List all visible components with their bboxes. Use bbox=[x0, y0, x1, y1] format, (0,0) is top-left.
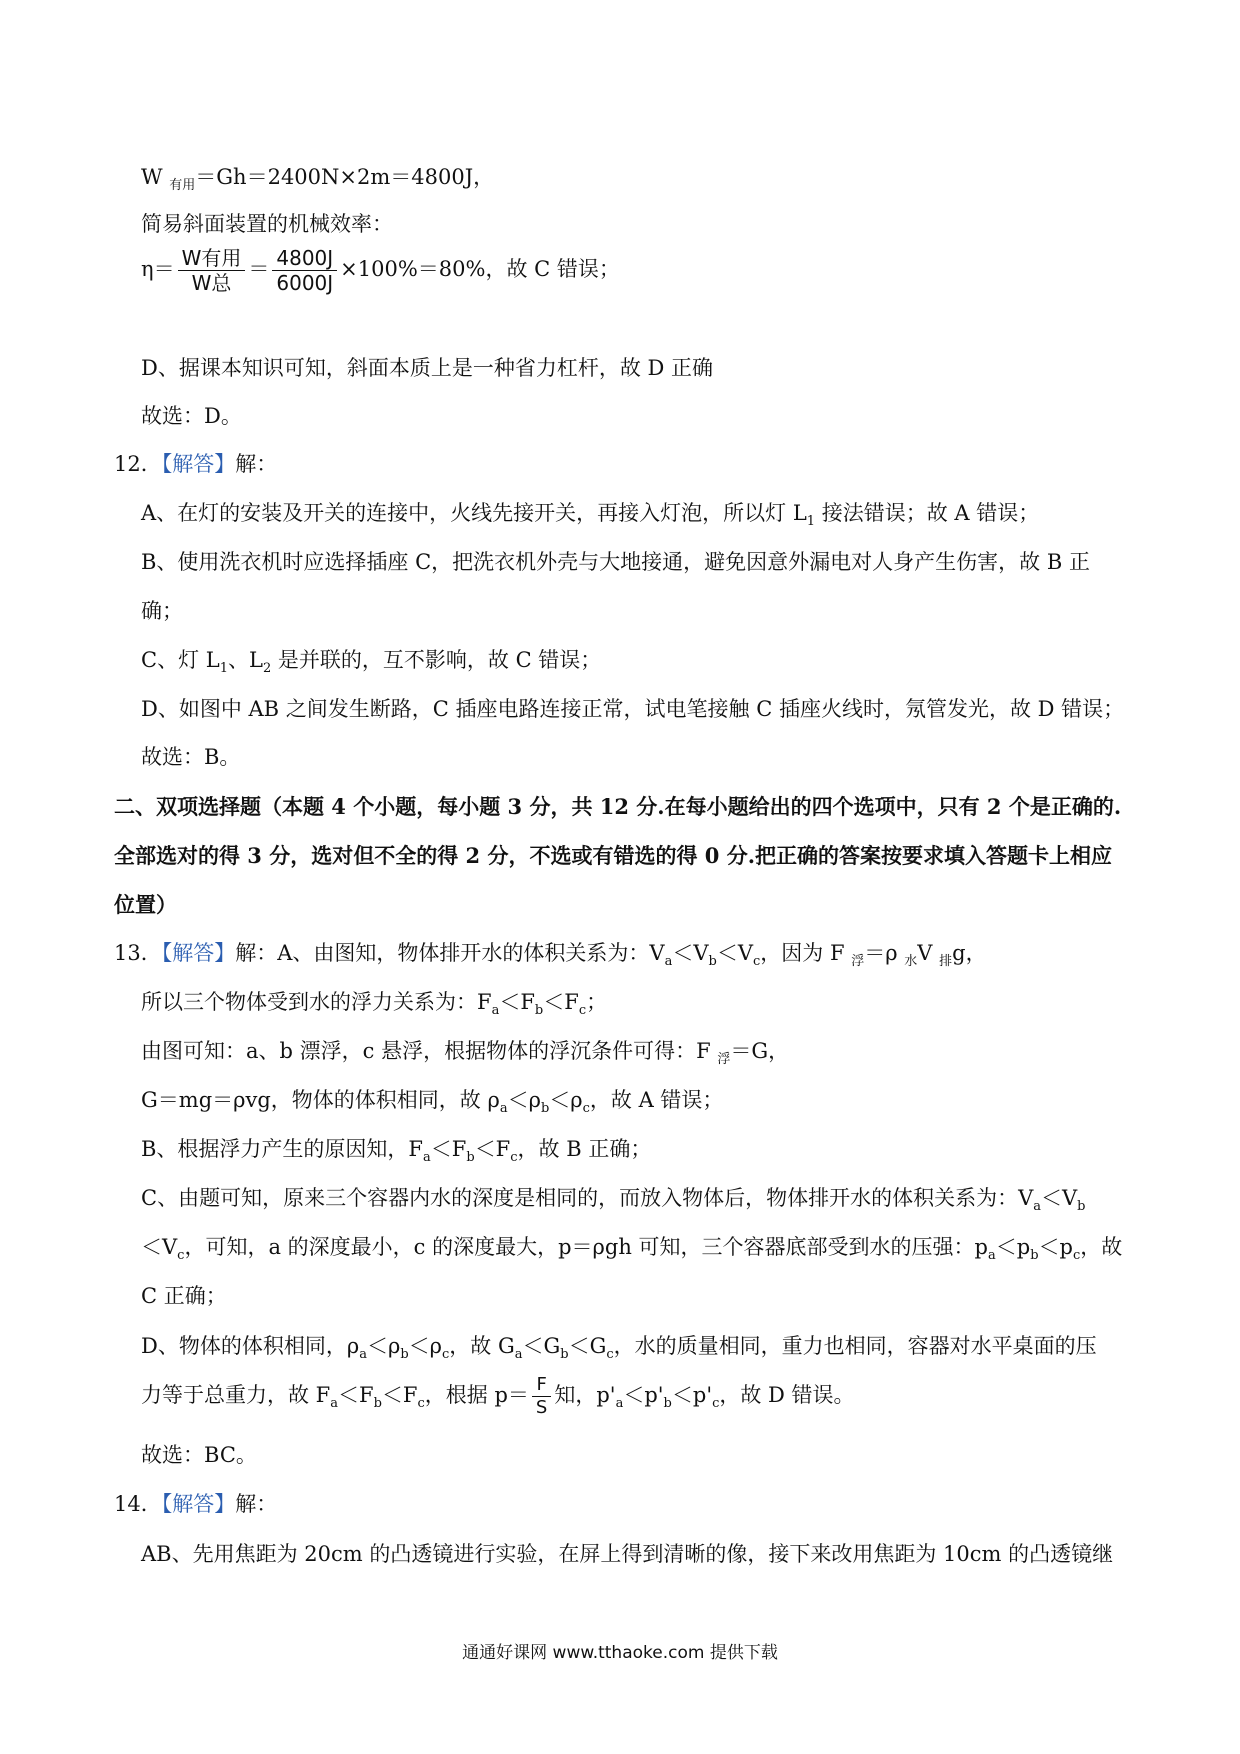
q13-answer: 故选：BC。 bbox=[141, 1443, 257, 1467]
q12-option-a: A、在灯的安装及开关的连接中，火线先接开关，再接入灯泡，所以灯 $L_1$ 接法错误；故 A 错误； bbox=[141, 501, 1040, 530]
q11-useful-work: W $_{有用}$＝Gh＝2400N×2m＝4800J， bbox=[141, 165, 495, 194]
q13-line10: 力等于总重力，故 $F_a<F_b<F_c$，根据 p＝ $\frac{F}{S}$ 知，$p'_a<p'_b<p'_c$，故 D 错误。 bbox=[141, 1374, 855, 1418]
q12-option-c: C、灯 $L_1$、$L_2$ 是并联的，互不影响，故 C 错误； bbox=[141, 648, 602, 677]
q13-line9: D、物体的体积相同，$\rho_a<\rho_b<\rho_c$，故 $G_a<G_b<G_c$，水的质量相同，重力也相同，容器对水平桌面的压 bbox=[141, 1334, 1097, 1363]
q11-efficiency-formula: η＝ $\frac{\text{W有用}}{\text{W总}}$ ＝ $\frac{4800J}{6000J}$ ×100%＝80%，故 C 错误； bbox=[141, 246, 620, 295]
q12-option-b-line1: B、使用洗衣机时应选择插座 C，把洗衣机外壳与大地接通，避免因意外漏电对人身产生伤害，故 B 正 bbox=[141, 550, 1090, 574]
q13-line2: 所以三个物体受到水的浮力关系为：$F_a<F_b<F_c$； bbox=[141, 990, 608, 1019]
fraction-f-over-s: $\frac{F}{S}$ bbox=[532, 1376, 551, 1417]
q13-line7: $<V_c$，可知，a 的深度最小，c 的深度最大，p＝ρgh 可知，三个容器底部受到水的压强：$p_a<p_b<p_c$，故 bbox=[141, 1235, 1123, 1264]
q14-option-ab: AB、先用焦距为 20cm 的凸透镜进行实验，在屏上得到清晰的像，接下来改用焦距为 10cm 的凸透镜继 bbox=[141, 1542, 1114, 1566]
section2-heading-line3: 位置） bbox=[114, 892, 177, 917]
q12-answer: 故选：B。 bbox=[141, 745, 241, 769]
section2-heading-line2: 全部选对的得 3 分，选对但不全的得 2 分，不选或有错选的得 0 分.把正确的答案按要求填入答题卡上相应 bbox=[114, 843, 1113, 868]
q14-heading: 14．【解答】解： bbox=[114, 1492, 278, 1516]
q13-line4: G＝mg＝ρvg，物体的体积相同，故 $\rho_a<\rho_b<\rho_c$，故 A 错误； bbox=[141, 1088, 724, 1117]
q13-line1: 13．【解答】解：A、由图知，物体排开水的体积关系为：$V_a<V_b<V_c$，因为 F $_浮$＝ρ $_水$V $_排$g， bbox=[114, 941, 987, 970]
q13-line6: C、由题可知，原来三个容器内水的深度是相同的，而放入物体后，物体排开水的体积关系为：$V_a<V_b$ bbox=[141, 1186, 1086, 1215]
q13-line8: C 正确； bbox=[141, 1284, 227, 1308]
q12-option-d: D、如图中 AB 之间发生断路，C 插座电路连接正常，试电笔接触 C 插座火线时，氖管发光，故 D 错误； bbox=[141, 697, 1125, 721]
page-footer: 通通好课网 www.tthaoke.com 提供下载 bbox=[462, 1643, 778, 1663]
q11-efficiency-label: 简易斜面装置的机械效率： bbox=[141, 212, 393, 236]
q11-answer: 故选：D。 bbox=[141, 404, 242, 428]
section2-heading-line1: 二、双项选择题（本题 4 个小题，每小题 3 分，共 12 分.在每小题给出的四个选项中，只有 2 个是正确的. bbox=[114, 794, 1122, 819]
fraction-4800-over-6000: $\frac{4800J}{6000J}$ bbox=[272, 248, 337, 293]
answer-tag: 【解答】 bbox=[161, 1492, 236, 1516]
fraction-w-useful-over-total: $\frac{\text{W有用}}{\text{W总}}$ bbox=[178, 248, 246, 293]
answer-tag: 【解答】 bbox=[161, 941, 236, 965]
q13-line3: 由图可知：a、b 漂浮，c 悬浮，根据物体的浮沉条件可得：F $_浮$＝G， bbox=[141, 1039, 790, 1068]
q12-option-b-line2: 确； bbox=[141, 599, 183, 623]
q13-line5: B、根据浮力产生的原因知，$F_a<F_b<F_c$，故 B 正确； bbox=[141, 1137, 652, 1166]
answer-tag: 【解答】 bbox=[161, 452, 236, 476]
q12-heading: 12．【解答】解： bbox=[114, 452, 278, 476]
q11-option-d: D、据课本知识可知，斜面本质上是一种省力杠杆，故 D 正确 bbox=[141, 356, 714, 380]
